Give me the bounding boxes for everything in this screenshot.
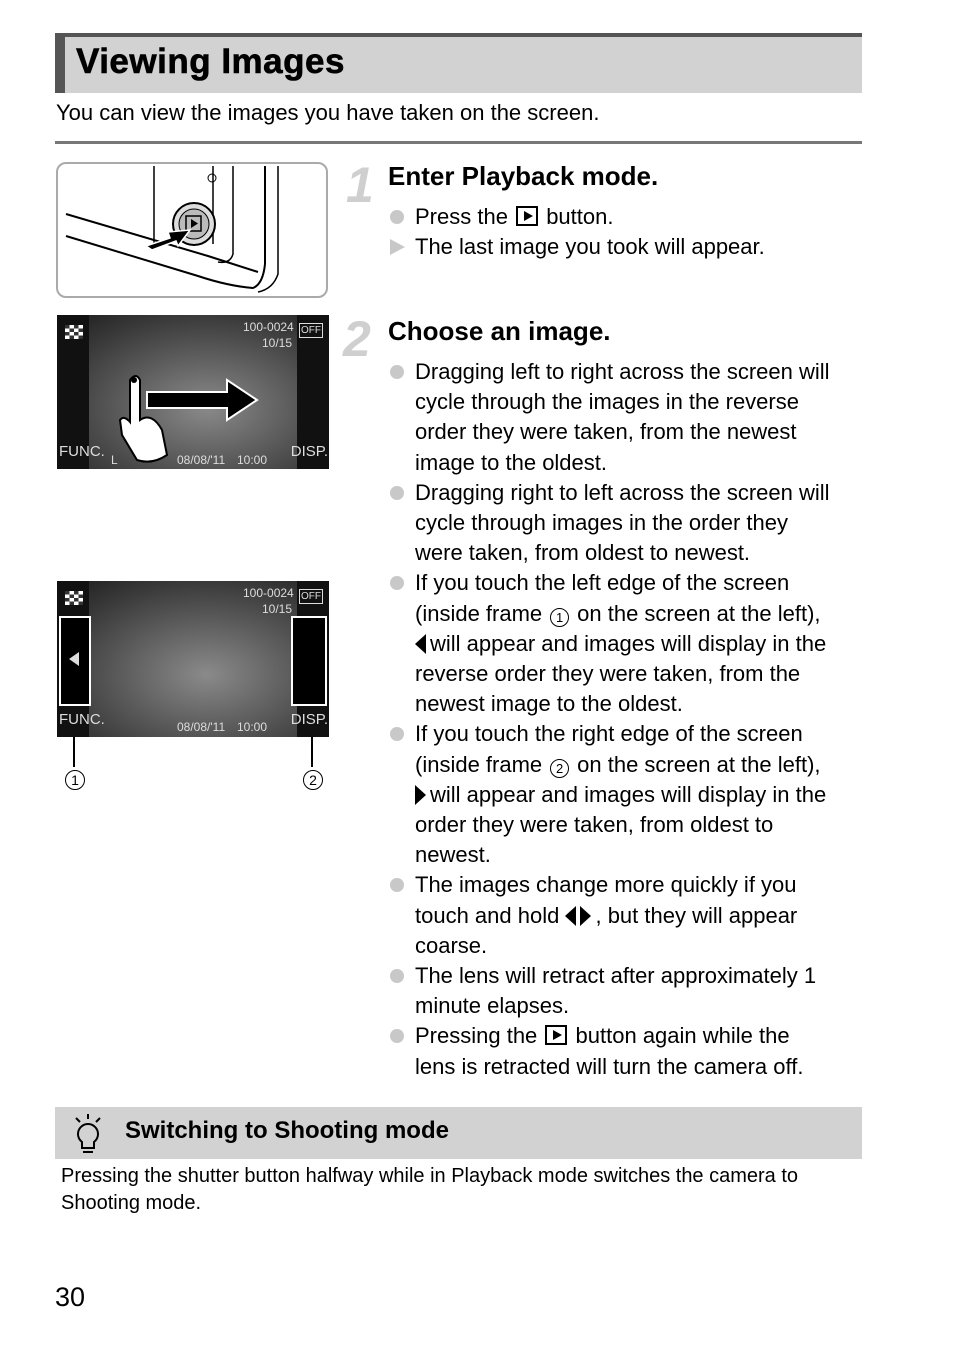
playback-screen-swipe [57, 315, 329, 469]
step-1-heading: Enter Playback mode. [388, 161, 659, 191]
step-number-1: 1 [346, 157, 374, 213]
step-number-2: 2 [343, 311, 371, 367]
swipe-hand-icon [112, 360, 272, 465]
divider [55, 141, 862, 144]
callout-1: 1 [65, 770, 85, 790]
playback-button-icon [516, 206, 538, 226]
right-arrow-icon [415, 785, 426, 805]
index-icon [65, 591, 83, 605]
date: 08/08/'11 [177, 453, 226, 467]
disp-button: DISP. [290, 443, 328, 460]
image-size: L [111, 453, 118, 467]
page-title: Viewing Images [76, 42, 345, 81]
right-frame[interactable] [291, 616, 327, 706]
step-1-body: Press the button. The last image you took will appear. [390, 202, 870, 262]
page-number: 30 [55, 1282, 86, 1312]
playback-button-icon [545, 1025, 567, 1045]
tip-title: Switching to Shooting mode [125, 1117, 449, 1144]
func-button: FUNC. [59, 443, 105, 460]
intro-text: You can view the images you have taken on the screen. [56, 100, 600, 125]
left-frame[interactable] [59, 616, 91, 706]
index-icon [65, 325, 83, 339]
playback-screen-frames [57, 581, 329, 737]
step-2-body: Dragging left to right across the screen will cycle through the images in the reverse order they were taken, from the newest image to the oldest. Dragging right to left across the screen will cycle through images in the order they were taken, from oldest to newest. If you touch the left edge of the screen (inside frame 1 on the screen at the left), will appear and images will display in the reverse order they were taken, from the newest image to the oldest. If you touch the right edge of the screen (inside frame 2 on the screen at the left), will appear and images will display in the order they were taken, from oldest to newest. The images change more quickly if you touch and hold , but they will appear coarse. The lens will retract after approximately 1 minute elapses. Pressing the button again while the lens is retracted will turn the camera off. [390, 357, 870, 1082]
movie-off-icon: OFF [301, 325, 321, 336]
movie-off-icon: OFF [301, 591, 321, 602]
callout-2: 2 [303, 770, 323, 790]
left-arrow-icon [565, 906, 576, 926]
disp-button: DISP. [290, 711, 328, 728]
func-button: FUNC. [59, 711, 105, 728]
folder-number: 100-0024 [243, 320, 294, 334]
image-count: 10/15 [262, 336, 293, 350]
time: 10:00 [237, 453, 268, 467]
image-count: 10/15 [262, 602, 293, 616]
tip-text: Pressing the shutter button halfway while in Playback mode switches the camera to Shooting mode. [61, 1165, 799, 1214]
folder-number: 100-0024 [243, 586, 294, 600]
title-bar [55, 33, 862, 93]
lightbulb-icon [71, 1112, 105, 1156]
right-arrow-icon [580, 906, 591, 926]
camera-playback-button-illustration [56, 162, 328, 298]
step-2-heading: Choose an image. [388, 316, 611, 346]
left-arrow-icon [415, 634, 426, 654]
time: 10:00 [237, 720, 268, 734]
date: 08/08/'11 [177, 720, 226, 734]
tip-header [55, 1107, 862, 1159]
